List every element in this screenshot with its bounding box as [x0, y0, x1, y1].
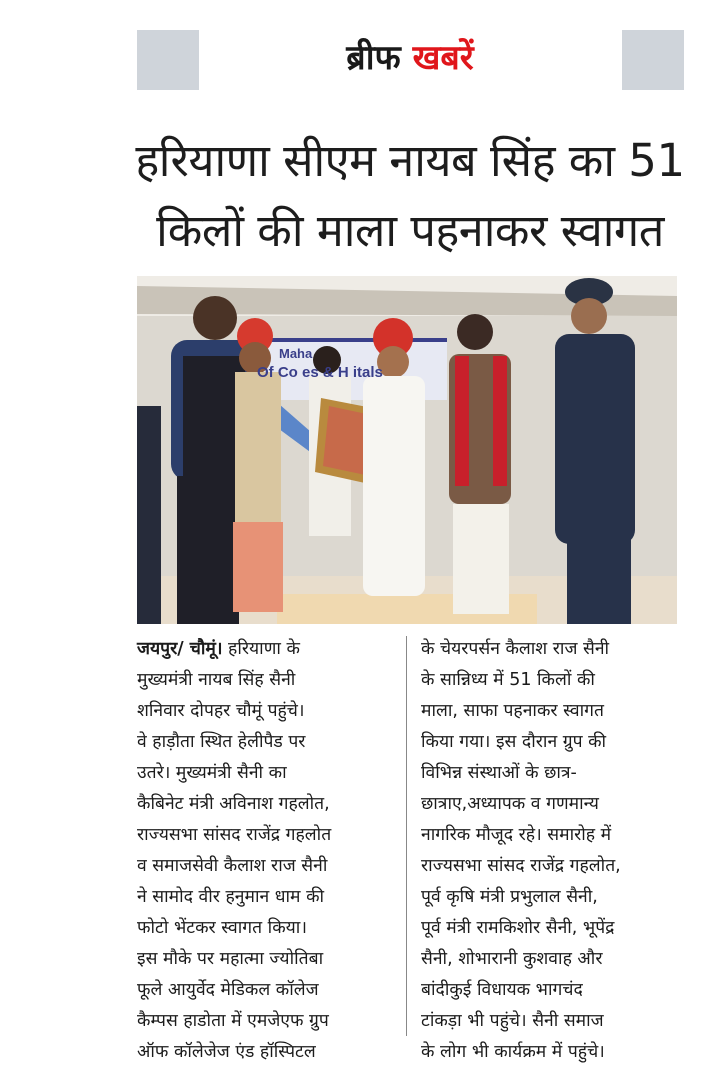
article-line: उतरे। मुख्यमंत्री सैनी का [137, 763, 287, 783]
headline-line-2: किलों की माला पहनाकर स्वागत [156, 204, 664, 257]
article-line: माला, साफा पहनाकर स्वागत [421, 701, 605, 721]
article-line: के सान्निध्य में 51 किलों की [421, 670, 595, 690]
article-line: पूर्व कृषि मंत्री प्रभुलाल सैनी, [421, 887, 598, 907]
article-line: ने सामोद वीर हनुमान धाम की [137, 887, 325, 907]
article-line: इस मौके पर महात्मा ज्योतिबा [137, 949, 324, 969]
article-line: ऑफ कॉलेजेज एंड हॉस्पिटल [137, 1042, 316, 1062]
header-decor-right [622, 30, 684, 90]
headline-line-1: हरियाणा सीएम नायब सिंह का 51 [135, 134, 685, 187]
article-line: बांदीकुई विधायक भागचंद [421, 980, 583, 1000]
article-line: शनिवार दोपहर चौमूं पहुंचे। [137, 701, 305, 721]
article-line: राज्यसभा सांसद राजेंद्र गहलोत [137, 825, 332, 845]
article-line: पूर्व मंत्री रामकिशोर सैनी, भूपेंद्र [421, 918, 615, 938]
article-line: कैबिनेट मंत्री अविनाश गहलोत, [137, 794, 330, 814]
article-line: राज्यसभा सांसद राजेंद्र गहलोत, [421, 856, 621, 876]
article-line: वे हाड़ौता स्थित हेलीपैड पर [137, 732, 306, 752]
article-column-left [137, 634, 399, 1068]
section-heading [200, 28, 620, 88]
article-line: व समाजसेवी कैलाश राज सैनी [137, 856, 328, 876]
article-line: कैम्पस हाडोता में एमजेएफ ग्रुप [137, 1011, 329, 1031]
article-line: के चेयरपर्सन कैलाश राज सैनी [421, 639, 610, 659]
photo-banner-line-1: Maha [279, 346, 313, 361]
article-line: किया गया। इस दौरान ग्रुप की [421, 732, 607, 752]
article-line: फूले आयुर्वेद मेडिकल कॉलेज [137, 980, 319, 1000]
article-line: सैनी, शोभारानी कुशवाह और [421, 949, 603, 969]
article-line: नागरिक मौजूद रहे। समारोह में [421, 825, 612, 845]
article-line: के लोग भी कार्यक्रम में पहुंचे। [421, 1042, 605, 1062]
article-line: छात्राए,अध्यापक व गणमान्य [421, 794, 599, 814]
article-column-right [421, 634, 686, 1068]
photo-banner-line-2: Of Co es & H itals [257, 364, 383, 381]
headline [120, 126, 700, 266]
ceremony-photo-illustration [137, 276, 677, 624]
column-divider [406, 636, 407, 1036]
section-heading-word2: खबरें [412, 38, 474, 78]
header-decor-left [137, 30, 199, 90]
article-line: फोटो भेंटकर स्वागत किया। [137, 918, 307, 938]
article-line: टांकड़ा भी पहुंचे। सैनी समाज [421, 1011, 604, 1031]
dateline: जयपुर/ चौमूं। [137, 639, 223, 659]
article-line: विभिन्न संस्थाओं के छात्र- [421, 763, 577, 783]
article-line: मुख्यमंत्री नायब सिंह सैनी [137, 670, 296, 690]
news-photo [137, 276, 677, 624]
article-first-line [137, 634, 399, 665]
section-heading-word1: ब्रीफ [346, 38, 401, 78]
article-first-text: हरियाणा के [222, 639, 300, 659]
